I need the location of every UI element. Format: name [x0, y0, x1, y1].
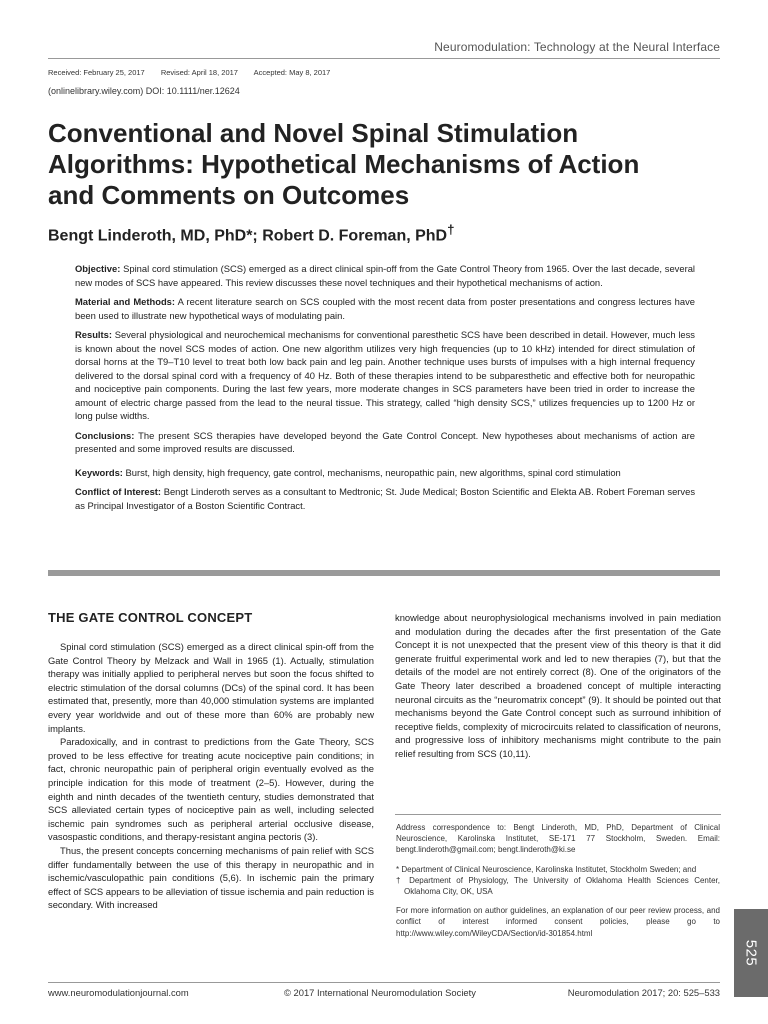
article-dates: [48, 68, 344, 77]
revised-date: Revised: April 18, 2017: [160, 68, 238, 77]
abstract: [75, 262, 695, 518]
left-column: [48, 640, 374, 912]
header-divider: [48, 58, 720, 59]
objective-text: Spinal cord stimulation (SCS) emerged as a direct clinical spin-off from the Gate Control Theory from 1965. Over the last decade, several new modes of SCS have appeared. This review discusses these novel techniques and their hypothetical mechanisms of action.: [75, 263, 695, 288]
doi-line[interactable]: (onlinelibrary.wiley.com) DOI: 10.1111/ner.12624: [48, 86, 240, 96]
body-paragraph: knowledge about neurophysiological mechanisms involved in pain mediation and modulation during the decades after the first presentation of the Gate Concept it is not unexpected that the present view of this theory is that it did generate fruitful experimental work and led to new therapies (7), but that the details of the model are not entirely correct (8). One of the originators of the Gate Theory later described a broadened concept of multiple interacting neuronal circuits as the “neuromatrix concept” (9). It should be pointed out that mechanisms beyond the Gate Control concept such as surround inhibition of receptive fields, complexity of microcircuits related to classification of neurons, and progressive loss of inhibitory mechanisms might contribute to the pain relief resulting from SCS (10,11).: [395, 612, 721, 759]
results-label: Results:: [75, 329, 112, 340]
author-names: Bengt Linderoth, MD, PhD*; Robert D. Foreman, PhD: [48, 227, 448, 245]
conclusions-text: The present SCS therapies have developed beyond the Gate Control Concept. New hypotheses about mechanisms of action are presented and some improved results are discussed.: [75, 429, 695, 454]
author-dagger-mark: †: [447, 222, 455, 237]
section-divider: [48, 570, 720, 576]
footer-website-link[interactable]: www.neuromodulationjournal.com: [48, 987, 189, 998]
footnote-divider: [395, 814, 721, 815]
guidelines-note: For more information on author guidelines, an explanation of our peer review process, and conflict of interest informed consent policies, please go to http://www.wiley.com/WileyCDA/Section/id-301854.html: [396, 906, 720, 938]
body-paragraph: Paradoxically, and in contrast to predictions from the Gate Theory, SCS proved to be less effective for treating acute nociceptive pain conditions; in fact, chronic neuropathic pain of peripheral origin eventually evolved as the principle indication for this mode of treatment (2–5). However, during the eighth and ninth decades of the twentieth century, studies demonstrated that SCS alleviated certain types of nociceptive pain as well, including selected ischemic pain syndromes such as peripheral arterial occlusive disease, vasospastic conditions, and therapy-resistant angina pectoris (3).: [48, 736, 374, 843]
conclusions-label: Conclusions:: [75, 429, 135, 441]
objective-label: Objective:: [75, 263, 121, 274]
keywords-text: Burst, high density, high frequency, gate control, mechanisms, neuropathic pain, new algorithms, spinal cord stimulation: [125, 466, 621, 478]
affiliation-note-2: † Department of Physiology, The University of Oklahoma Health Sciences Center, Oklahoma City, OK, USA: [396, 875, 720, 897]
footer-divider: [48, 982, 720, 983]
footnotes: [396, 822, 720, 947]
abstract-conflict: [75, 485, 695, 512]
footer-citation: Neuromodulation 2017; 20: 525–533: [567, 987, 720, 998]
footer-copyright: © 2017 International Neuromodulation Society: [284, 987, 476, 998]
abstract-results: [75, 328, 695, 423]
received-date: Received: February 25, 2017: [48, 68, 145, 77]
conflict-text: Bengt Linderoth serves as a consultant to Medtronic; St. Jude Medical; Boston Scientific and Elekta AB. Robert Foreman serves as Principal Investigator of a Boston Scientific Contract.: [75, 486, 696, 511]
methods-text: A recent literature search on SCS coupled with the most recent data from poster presentations and congress lectures have been used to illustrate new hypothetical ways of modulating pain.: [75, 296, 696, 321]
abstract-methods: [75, 295, 695, 322]
accepted-date: Accepted: May 8, 2017: [253, 68, 331, 77]
author-line: [48, 222, 455, 245]
methods-label: Material and Methods:: [75, 296, 176, 307]
page-number-tab: [734, 909, 768, 997]
results-text: Several physiological and neurochemical mechanisms for conventional paresthetic SCS have been described in detail. However, much less is known about the novel SCS modes of action. One new algorithm utilizes very high frequencies (up to 10 kHz) intended for direct stimulation of dorsal horns at the T9–T10 level to treat both low back pain and leg pain. Another technique uses bursts of impulses with a high internal frequency delivered to the dorsal spinal cord with a frequency of 40 Hz. Both of these therapies intend to be subparesthetic and effective both for neuropathic and nociceptive pain components. During the last few years, more moderate changes in SCS parameters have been tried in order to increase the amount of electric charge passed from the lead to the neural tissue. This strategy, called “high density SCS,” utilizes frequencies up to 1200 Hz or long pulse widths.: [75, 329, 695, 421]
correspondence-note: Address correspondence to: Bengt Linderoth, MD, PhD, Department of Clinical Neuroscience, Karolinska Institutet, SE-171 77 Stockholm, Sweden. Email: bengt.linderoth@gmail.com; bengt.linderoth@ki.se: [396, 823, 720, 855]
abstract-conclusions: [75, 429, 695, 456]
conflict-label: Conflict of Interest:: [75, 486, 162, 497]
body-paragraph: Spinal cord stimulation (SCS) emerged as a direct clinical spin-off from the Gate Control Theory by Melzack and Wall in 1965 (1). Actually, stimulation therapy was initially applied to peripheral nerves but soon the focus shifted to electric stimulation of the dorsal columns (DCs) of the spinal cord. It has been estimated that, presently, more than 40,000 stimulation systems are implanted every year worldwide and out of these more than 60% are probably new implants.: [48, 641, 374, 734]
affiliation-note-1: * Department of Clinical Neuroscience, Karolinska Institutet, Stockholm Sweden; and: [396, 864, 697, 874]
body-paragraph: Thus, the present concepts concerning mechanisms of pain relief with SCS differ fundamentally between the use of this therapy in neuropathic and in ischemic/vasculopathic pain conditions (5,6). In ischemic pain the primary effect of SCS appears to be alleviation of tissue ischemia and pain reduction is secondary. With increased: [48, 844, 374, 911]
abstract-keywords: [75, 466, 695, 480]
abstract-objective: [75, 262, 695, 289]
journal-name: Neuromodulation: Technology at the Neural Interface: [434, 40, 720, 54]
section-heading: THE GATE CONTROL CONCEPT: [48, 610, 253, 625]
page-number: 525: [742, 939, 760, 967]
article-title: Conventional and Novel Spinal Stimulation Algorithms: Hypothetical Mechanisms of Action and Comments on Outcomes: [48, 118, 640, 210]
right-column: [395, 611, 721, 761]
keywords-label: Keywords:: [75, 466, 123, 478]
